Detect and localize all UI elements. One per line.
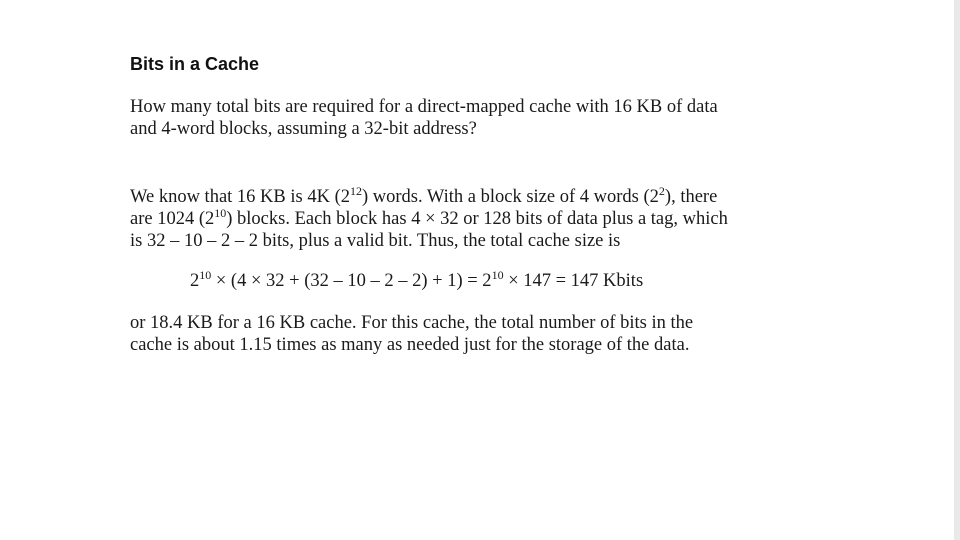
answer-text: are 1024 (2: [130, 209, 215, 229]
section-heading: Bits in a Cache: [130, 54, 260, 74]
equation-exponent: 10: [199, 268, 212, 282]
conclusion-paragraph: [130, 312, 693, 356]
answer-text: We know that 16 KB is 4K (2: [130, 187, 350, 207]
answer-line-3: is 32 – 10 – 2 – 2 bits, plus a valid bit. Thus, the total cache size is: [130, 231, 621, 251]
question-line-2: and 4-word blocks, assuming a 32-bit address?: [130, 119, 477, 139]
answer-line-2: [130, 208, 728, 230]
answer-text: ), there: [664, 187, 718, 207]
answer-text: ) words. With a block size of 4 words (2: [361, 187, 659, 207]
question-line-1: How many total bits are required for a direct-mapped cache with 16 KB of data: [130, 97, 718, 117]
exponent: 12: [349, 184, 362, 198]
exponent: 10: [214, 206, 227, 220]
answer-line-1: [130, 186, 728, 208]
answer-text: ) blocks. Each block has 4 × 32 or 128 bits of data plus a tag, which: [226, 209, 728, 229]
answer-paragraph: [130, 186, 728, 252]
page-edge-border: [954, 0, 960, 540]
equation-middle: × (4 × 32 + (32 – 10 – 2 – 2) + 1) = 2: [211, 271, 492, 291]
question-paragraph: [130, 96, 718, 140]
cache-size-equation: [190, 270, 643, 292]
equation-base: 2: [190, 271, 200, 291]
equation-result: × 147 = 147 Kbits: [503, 271, 644, 291]
exponent: 2: [658, 184, 665, 198]
equation-exponent: 10: [491, 268, 504, 282]
conclusion-line-1: or 18.4 KB for a 16 KB cache. For this cache, the total number of bits in the: [130, 313, 694, 333]
conclusion-line-2: cache is about 1.15 times as many as needed just for the storage of the data.: [130, 335, 690, 355]
